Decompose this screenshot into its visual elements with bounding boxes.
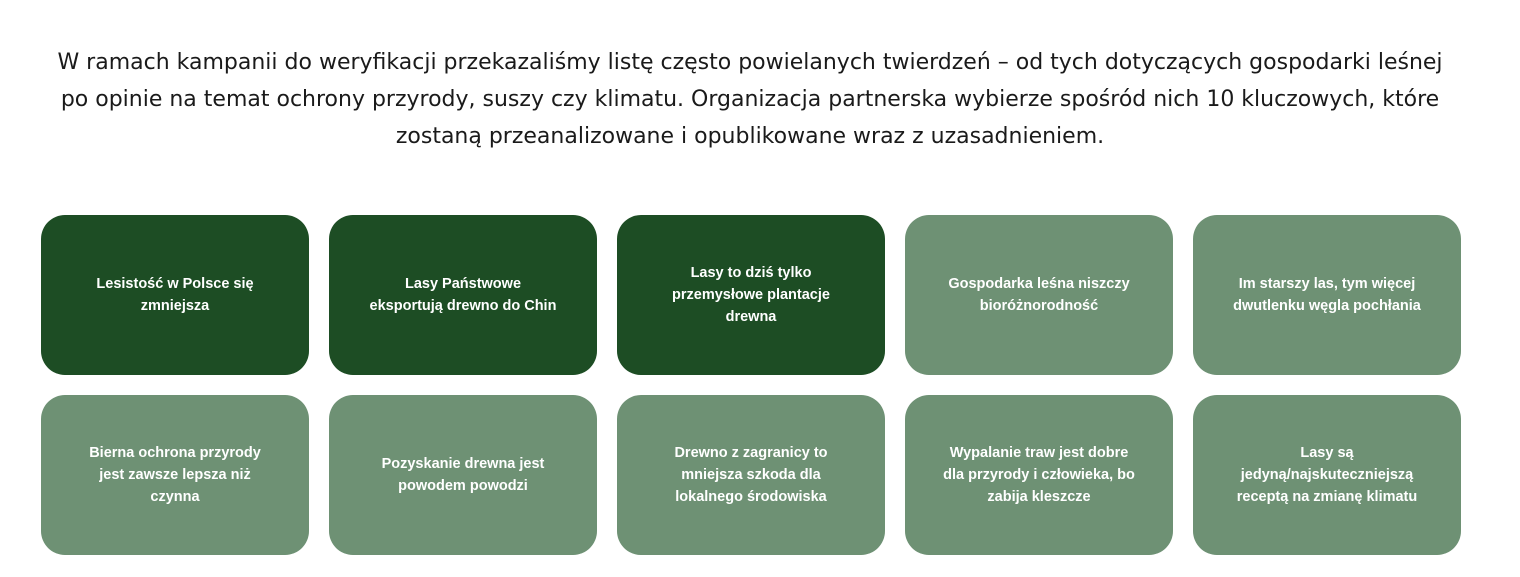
claim-card[interactable] bbox=[1193, 395, 1461, 555]
claim-card[interactable] bbox=[1193, 215, 1461, 375]
claim-card-label: Lasy to dziś tylko przemysłowe plantacje drewna bbox=[672, 265, 830, 325]
claim-card[interactable] bbox=[329, 215, 597, 375]
claim-card-label: Lesistość w Polsce się zmniejsza bbox=[96, 276, 254, 314]
claim-card-label: Pozyskanie drewna jest powodem powodzi bbox=[381, 456, 545, 494]
claims-grid bbox=[41, 215, 1461, 555]
claim-card[interactable] bbox=[905, 395, 1173, 555]
claim-card[interactable] bbox=[329, 395, 597, 555]
claim-card[interactable] bbox=[41, 215, 309, 375]
claim-card-label: Lasy Państwowe eksportują drewno do Chin bbox=[369, 276, 557, 314]
claim-card-label: Wypalanie traw jest dobre dla przyrody i człowieka, bo zabija kleszcze bbox=[943, 445, 1135, 505]
claim-card[interactable] bbox=[41, 395, 309, 555]
claim-card-label: Im starszy las, tym więcej dwutlenku węgla pochłania bbox=[1233, 276, 1421, 314]
claim-card-label: Gospodarka leśna niszczy bioróżnorodność bbox=[948, 276, 1130, 314]
claim-card[interactable] bbox=[617, 215, 885, 375]
claim-card-label: Lasy są jedyną/najskuteczniejszą receptą na zmianę klimatu bbox=[1236, 445, 1418, 505]
claim-card-label: Drewno z zagranicy to mniejsza szkoda dla lokalnego środowiska bbox=[674, 445, 828, 505]
claim-card-label: Bierna ochrona przyrody jest zawsze lepsza niż czynna bbox=[89, 445, 261, 505]
intro-paragraph: W ramach kampanii do weryfikacji przekazaliśmy listę często powielanych twierdzeń – od tych dotyczących gospodarki leśnej po opinie na temat ochrony przyrody, suszy czy klimatu. Organizacja partnerska wybierze spośród nich 10 kluczowych, które zostaną przeanalizowane i opublikowane wraz z uzasadnieniem. bbox=[57, 50, 1443, 149]
claim-card[interactable] bbox=[617, 395, 885, 555]
claim-card[interactable] bbox=[905, 215, 1173, 375]
